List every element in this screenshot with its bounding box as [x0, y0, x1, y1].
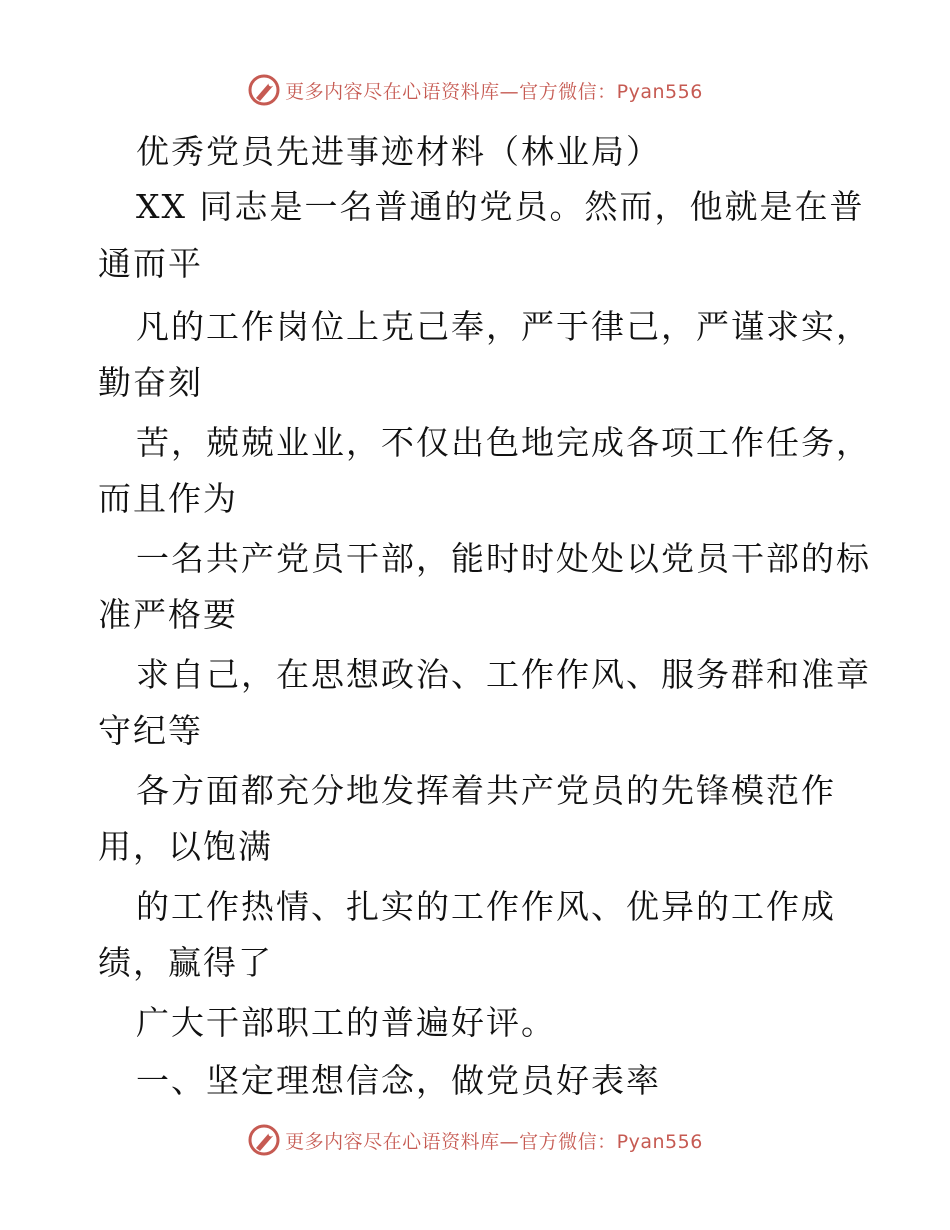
paragraph-line: 通而平 — [98, 244, 203, 283]
paragraph-line: 各方面都充分地发挥着共产党员的先锋模范作 — [136, 771, 836, 810]
paragraph-line: 准严格要 — [98, 595, 238, 634]
paragraph-line: 的工作热情、扎实的工作作风、优异的工作成 — [136, 887, 836, 926]
header-watermark — [0, 70, 950, 110]
paragraph-line: 凡的工作岗位上克己奉，严于律己，严谨求实， — [136, 307, 871, 346]
paragraph-line: 守纪等 — [98, 711, 203, 750]
footer-watermark — [0, 1120, 950, 1160]
pen-logo-icon — [247, 73, 281, 107]
paragraph-line: XX 同志是一名普通的党员。然而，他就是在普 — [136, 187, 865, 226]
paragraph-line: 而且作为 — [98, 479, 238, 518]
footer-watermark-text: 更多内容尽在心语资料库—官方微信：Pyan556 — [285, 1130, 703, 1153]
paragraph-line: 用，以饱满 — [98, 827, 273, 866]
paragraph-line: 求自己，在思想政治、工作作风、服务群和准章 — [136, 655, 871, 694]
paragraph-line: 一名共产党员干部，能时时处处以党员干部的标 — [136, 539, 871, 578]
document-title: 优秀党员先进事迹材料（林业局） — [136, 132, 661, 171]
paragraph-line: 广大干部职工的普遍好评。 — [136, 1003, 556, 1042]
header-watermark-text: 更多内容尽在心语资料库—官方微信：Pyan556 — [285, 80, 703, 103]
paragraph-line: 苦，兢兢业业，不仅出色地完成各项工作任务， — [136, 423, 871, 462]
paragraph-line: 绩，赢得了 — [98, 943, 273, 982]
section-heading: 一、坚定理想信念，做党员好表率 — [136, 1061, 661, 1100]
pen-logo-icon — [247, 1123, 281, 1157]
paragraph-line: 勤奋刻 — [98, 363, 203, 402]
